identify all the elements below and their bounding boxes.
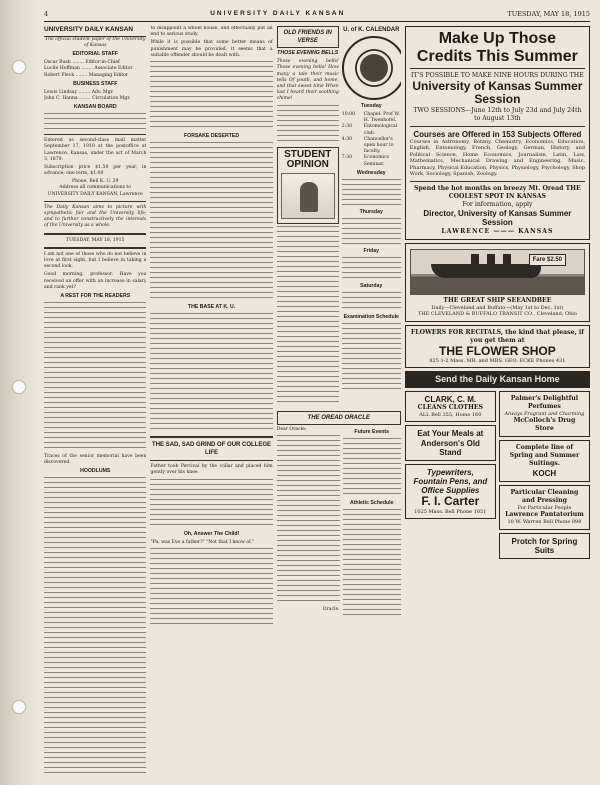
summer-mt-oread: Spend the hot months on breezy Mt. Oread THE COOLEST SPOT IN KANSAS — [414, 184, 581, 200]
clark-phone: ALL Bell 355, Home 160 — [419, 411, 482, 418]
koch-ad — [499, 440, 590, 481]
deserted-heading: FORSAKE DESERTED — [184, 132, 240, 139]
page-binding — [0, 0, 40, 785]
flower-shop-name: THE FLOWER SHOP — [439, 343, 556, 358]
cal-entry: 4:30 Chancellor's open hour to faculty. — [341, 136, 394, 155]
board-list-text — [44, 113, 146, 131]
thursday-events — [342, 218, 401, 246]
palmer-sub: Always Fragrant and Charming — [504, 410, 585, 417]
cleaning-heading: Particular Cleaning and Pressing — [510, 488, 579, 504]
summer-director: Director, University of Kansas Summer Session — [423, 209, 572, 228]
old-friends-box: OLD FRIENDS IN VERSE — [277, 26, 339, 48]
hoodlums-heading: HOODLUMS — [80, 468, 111, 475]
flower-shop-ad — [405, 325, 590, 369]
poem-title: THOSE EVENING BELLS — [277, 50, 339, 57]
calendar — [342, 26, 401, 408]
pantatorium-address: 10 W. Warren Bell Phone 898 — [507, 519, 582, 526]
steamship-ad — [405, 243, 590, 322]
column-advertisements — [405, 26, 590, 782]
editorial-body — [150, 61, 272, 131]
exam-schedule-heading: Examination Schedule — [343, 313, 399, 320]
sad-grind-heading: THE SAD, SAD GRIND OF OUR COLLEGE LIFE — [152, 441, 272, 457]
answer-heading: Oh, Answer The Child! — [183, 530, 240, 537]
clark-name: CLARK, C. M. — [424, 394, 477, 404]
eat-meals: Eat Your Meals at Anderson's Old Stand — [417, 429, 484, 457]
editorial-date: TUESDAY, MAY 18, 1915 — [66, 237, 125, 243]
ship-route: Daily—Cleveland and Buffalo—(May 1st to Dec. 1st) — [431, 304, 564, 311]
base-heading: THE BASE AT K. U. — [187, 303, 236, 310]
subscription-notice: Subscription price $1.50 per year, in advance; one term, $1.00 — [44, 164, 147, 177]
binder-hole — [12, 700, 26, 714]
business-staff-heading: BUSINESS STAFF — [73, 80, 118, 87]
cal-entry: 7:30 Economics Seminar. — [341, 155, 389, 167]
summer-location: LAWRENCE ——— KANSAS — [441, 227, 554, 235]
cal-day-tuesday: Tuesday — [360, 103, 382, 110]
ship-company: THE CLEVELAND & BUFFALO TRANSIT CO., Cleveland, Ohio — [417, 311, 577, 318]
carter-address: 1025 Mass. Bell Phone 1051 — [414, 508, 487, 515]
pantatorium-ad — [499, 485, 590, 530]
fare-price: Fare $2.50 — [529, 254, 566, 266]
koch-name: KOCH — [532, 468, 557, 478]
palmer-perfumes: Palmer's Delightful Perfumes — [510, 394, 579, 410]
editorial-text: While it is possible that some better means of punishment may be provided, it seems that a suitable offender should be dealt with. — [150, 40, 273, 58]
summer-university: University of Kansas Summer Session — [412, 79, 583, 107]
summer-hours-line: IT'S POSSIBLE TO MAKE NINE HOURS DURING THE — [411, 72, 584, 80]
base-article-text — [150, 313, 272, 433]
university-seal — [342, 36, 401, 100]
cal-day-wednesday: Wednesday — [356, 169, 386, 176]
poem-text: Those evening bells! Those evening bells! How many a tale their music tells Of youth, and home, and that sweet time When last I heard their soothing chime! — [276, 59, 339, 102]
cal-day-saturday: Saturday — [360, 282, 383, 289]
column-features — [277, 26, 401, 782]
cal-entry: 10:00 Chapel: Prof W. H. Twenhofel. — [341, 112, 400, 124]
oread-oracle-box: THE OREAD ORACLE — [277, 411, 401, 425]
protch-ad — [499, 533, 590, 559]
clark-sub: CLEANS CLOTHES — [417, 403, 484, 411]
rest-article-text — [44, 302, 146, 452]
protch-text: Protch for Spring Suits — [511, 536, 578, 556]
oracle-letters — [277, 435, 340, 605]
clark-ad — [405, 391, 496, 423]
pantatorium-name: Lawrence Pantatorium — [505, 511, 584, 519]
friday-events — [342, 257, 401, 281]
binder-hole — [12, 380, 26, 394]
summer-dates: TWO SESSIONS—June 12th to July 23d and July 24th to August 13th — [413, 106, 582, 122]
cal-day-thursday: Thursday — [359, 208, 383, 215]
hoodlums-article-text — [44, 477, 146, 777]
answer-text: "Pa, was Eve a father?" "Not that I know of." — [150, 539, 255, 545]
athletic-schedule-heading: Athletic Schedule — [349, 499, 394, 506]
phone-notice: Phone, Bell K. U. 29 — [71, 179, 119, 185]
rest-heading: A REST FOR THE READERS — [60, 292, 131, 299]
cal-day-friday: Friday — [363, 247, 380, 254]
staff-line: Lewis Lindsay ........ Adv. Mgr. — [44, 89, 114, 95]
continued-text: to disappoint a whole house, and effectually put an end to serious study. — [150, 26, 273, 38]
anderson-ad — [405, 425, 496, 461]
staff-line: Oscar Bush ........ Editor-in-Chief — [44, 60, 120, 66]
staff-line: Lucile Hoffman ........ Associate Editor — [44, 66, 133, 72]
entry-notice: Entered as second-class mail matter September 17, 1910 at the postoffice at Lawrence, Kansas, under the act of March 3, 1879. — [44, 138, 147, 162]
summer-headline: Make Up Those Credits This Summer — [416, 30, 578, 65]
deserted-article-text — [150, 142, 272, 302]
staff-line: John C. Hanna ........ Circulation Mgr. — [44, 95, 131, 101]
poem-continuation — [277, 105, 339, 145]
cleaning-sub: For Particular People — [517, 504, 572, 511]
sad-grind-text: Father took Percival by the collar and placed him gently over his knee. — [150, 464, 273, 476]
wednesday-events — [342, 179, 401, 207]
binder-hole — [12, 60, 26, 74]
student-opinion-text — [277, 226, 339, 406]
answer-body — [150, 548, 272, 628]
editorial-staff-heading: EDITORIAL STAFF — [72, 51, 118, 58]
column-editorials-2 — [150, 26, 272, 782]
sad-grind-body — [150, 479, 272, 529]
exam-schedule-text — [342, 323, 401, 393]
athletic-schedule-list — [343, 509, 401, 619]
carter-name: F. I. Carter — [421, 494, 480, 509]
future-events-heading: Future Events — [354, 428, 390, 435]
staff-line: Robert Fleck ........ Managing Editor — [44, 72, 129, 78]
ship-name: THE GREAT SHIP SEEANDBEE — [443, 296, 552, 304]
koch-suitings: Complete line of Spring and Summer Suitings. — [509, 444, 580, 468]
summer-apply: For information, apply — [462, 201, 533, 209]
policy-statement: The Daily Kansan aims to picture with sympathetic fair and the University life; and to further constructively the interests of the University as a whole. — [44, 204, 147, 229]
paper-subtitle: The official student paper of the University of Kansas — [45, 36, 146, 48]
steamship-illustration — [410, 249, 585, 295]
oracle-greeting: Dear Oracle: — [276, 426, 307, 432]
calendar-title: U. of K. CALENDAR — [343, 27, 400, 33]
flower-shop-address: 825 1-2 Mass. MR. and MRS. GEO. ECKE Phones 431 — [429, 357, 566, 364]
palmer-ad — [499, 391, 590, 438]
morning-paragraph: Good morning, professor. Have you received an offer with an increase in salary and rank yet? — [44, 272, 147, 290]
saturday-events — [342, 292, 401, 312]
board-heading: KANSAN BOARD — [73, 104, 117, 111]
senior-note: Traces of the senior memorial have been discovered. — [44, 453, 147, 466]
future-events-list — [343, 438, 401, 498]
masthead — [44, 8, 590, 22]
student-opinion-title: STUDENT OPINION — [284, 148, 332, 171]
column-editorial — [44, 26, 146, 782]
cal-entry: 2:30 Entomological club. — [341, 124, 398, 136]
issue-date: TUESDAY, MAY 18, 1915 — [507, 9, 590, 18]
mccolloch-drug: McColloch's Drug Store — [513, 417, 576, 433]
carter-ad — [405, 464, 496, 519]
kansan-home-banner: Send the Daily Kansan Home — [405, 371, 590, 387]
flowers-heading: FLOWERS FOR RECITALS, the kind that please, if you get them at — [410, 328, 584, 344]
editorial-masthead: UNIVERSITY DAILY KANSAN — [44, 26, 146, 37]
summer-course-list: Courses in Astronomy, Botany, Chemistry, Economics, Education, English, Entomology, French, Geology, German, History, and Political Science, Home Economics, Journalism, Latin, Law, Mathematics, Mechanical Drawing and Engineering, Music, Pharmacy, Physical Education, Physics, Physiology, Psychology, Shop Work, Sociology, Spanish, Zoology. — [409, 138, 585, 178]
page-number: 4 — [44, 9, 49, 18]
oracle-signature: Oracle. — [322, 606, 340, 612]
student-opinion-header — [277, 147, 339, 224]
summer-courses: Courses are Offered in 153 Subjects Offered — [413, 129, 582, 139]
opinion-cartoon — [281, 173, 335, 219]
paper-name: UNIVERSITY DAILY KANSAN — [210, 10, 346, 17]
summer-session-ad — [405, 26, 590, 240]
typewriters: Typewriters, Fountain Pens, and Office Supplies — [413, 467, 488, 496]
address-notice: Address all communications to UNIVERSITY DAILY KANSAN, Lawrence — [47, 185, 143, 197]
lede-paragraph: I am not one of those who do not believe in love at first sight, but I believe in taking a second look. — [44, 251, 147, 270]
